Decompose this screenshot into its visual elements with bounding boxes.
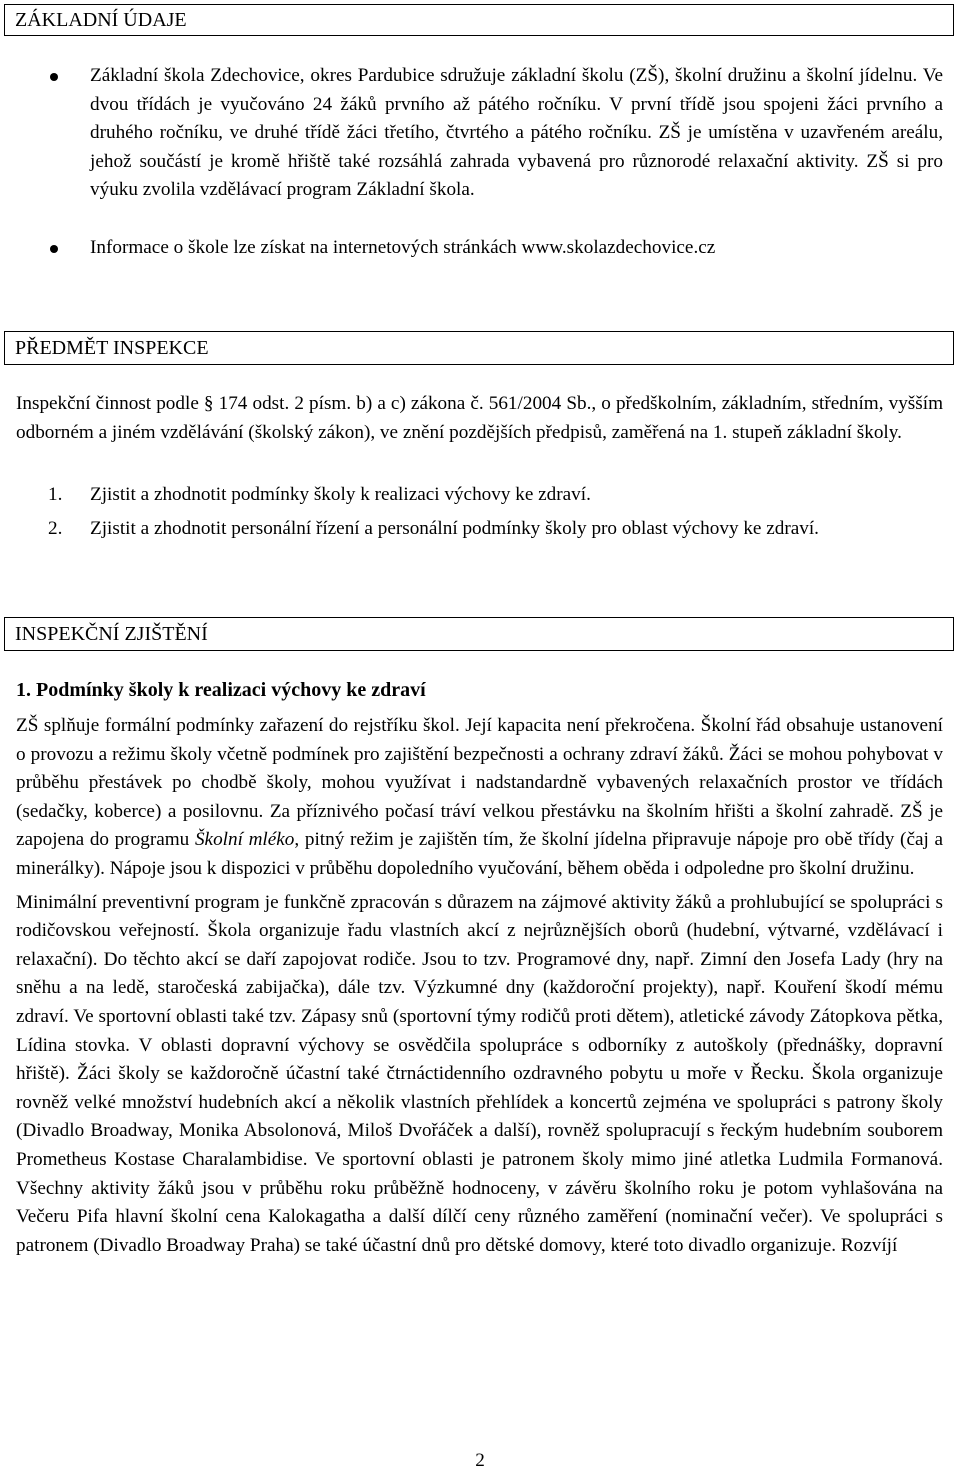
section-heading-findings: INSPEKČNÍ ZJIŠTĚNÍ [4,617,954,651]
basic-info-bullet-1: Základní škola Zdechovice, okres Pardubice sdružuje základní školu (ZŠ), školní družinu a školní jídelnu. Ve dvou třídách je vyučováno 24 žáků prvního až pátého ročníku. V první třídě jsou spojeni žáci prvního a druhého ročníku, ve druhé třídě žáci třetího, čtvrtého a pátého ročníku. ZŠ je umístěna v uzavřeném areálu, jehož součástí je kromě hřiště také rozsáhlá zahrada vybavená pro různorodé relaxační aktivity. ZŠ si pro výuku zvolila vzdělávací program Základní škola. [90,65,943,201]
basic-info-bullet-2: Informace o škole lze získat na internetových stránkách www.skolazdechovice.cz [90,237,716,258]
subject-intro: Inspekční činnost podle § 174 odst. 2 písm. b) a c) zákona č. 561/2004 Sb., o předškolním, základním, středním, vyšším odborném a jiném vzdělávání (školský zákon), ve znění pozdějších předpisů, zaměřená na 1. stupeň základní školy. [16,393,943,443]
findings-body [16,712,943,1260]
findings-subheading: 1. Podmínky školy k realizaci výchovy ke zdraví [16,679,426,701]
subject-item-1-text: Zjistit a zhodnotit podmínky školy k realizaci výchovy ke zdraví. [90,484,591,505]
findings-paragraph-2: Minimální preventivní program je funkčně zpracován s důrazem na zájmové aktivity žáků a prohlubující se spolupráci s rodičovskou veřejností. Škola organizuje řadu vlastních akcí z nejrůznějších oborů (hudební, výtvarné, vzdělávací i relaxační). Do těchto akcí se daří zapojovat rodiče. Jsou to tzv. Programové dny, např. Zimní den Josefa Lady (hry na sněhu a na ledě, staročeská zabijačka), dále tzv. Výzkumné dny (každoroční projekty), např. Kouření škodí mému zdraví. Ve sportovní oblasti také tzv. Zápasy snů (sportovní týmy rodičů proti dětem), atletické závody Zátopkova pětka, Lídina stovka. V oblasti dopravní výchovy se osvědčila spolupráce s odborníky z autoškoly (přednášky, dopravní hřiště). Žáci školy se každoročně účastní také čtrnáctidenního ozdravného pobytu u moře v Řecku. Škola organizuje rovněž velké množství hudebních akcí a několik vlastních přehlídek a koncertů zejména ve spolupráci s patrony školy (Divadlo Broadway, Monika Absolonová, Miloš Dvořáček a další), rovněž spolupracují s řeckým hudebním souborem Prometheus Kostase Charalambidise. Ve sportovní oblasti je patronem školy mimo jiné atletka Ludmila Formanová. Všechny aktivity žáků jsou v průběhu roku průběžně hodnoceny, v závěru školního roku je potom vyhlašována na Večeru Pifa hlavní školní cena Kalokagatha a další dílčí ceny různého zaměření (nominační večer). Ve spolupráci s patronem (Divadlo Broadway Praha) se také účastní dnů pro dětské domovy, které toto divadlo organizuje. Rozvíjí [16,891,943,1256]
section-heading-basic-info: ZÁKLADNÍ ÚDAJE [4,4,954,36]
section-heading-subject: PŘEDMĚT INSPEKCE [4,331,954,365]
bullet-dot-icon [50,73,58,81]
subject-item-2-text: Zjistit a zhodnotit personální řízení a personální podmínky školy pro oblast výchovy ke zdraví. [90,518,819,539]
bullet-dot-icon [50,245,58,253]
subject-item-1-number: 1. [48,484,63,505]
program-name: Školní mléko [194,829,295,851]
findings-paragraph-1: ZŠ splňuje formální podmínky zařazení do rejstříku škol. Její kapacita není překročena. Školní řád obsahuje ustanovení o provozu a režimu školy včetně podmínek pro zajištění bezpečnosti a ochrany zdraví žáků. Žáci se mohou pohybovat v průběhu přestávek po chodbě školy, mohou využívat i nadstandardně vybavených relaxačních prostor ve třídách (sedačky, koberce) a posilovnu. Za příznivého počasí tráví velkou přestávku na školním hřišti a školní zahradě. ZŠ je zapojena do programu Školní mléko, pitný režim je zajištěn tím, že školní jídelna připravuje nápoje pro obě třídy (čaj a minerálky). Nápoje jsou k dispozici v průběhu dopoledního vyučování, během oběda i odpoledne pro školní družinu. [16,715,943,879]
page-number: 2 [475,1450,485,1471]
subject-item-2-number: 2. [48,518,63,539]
